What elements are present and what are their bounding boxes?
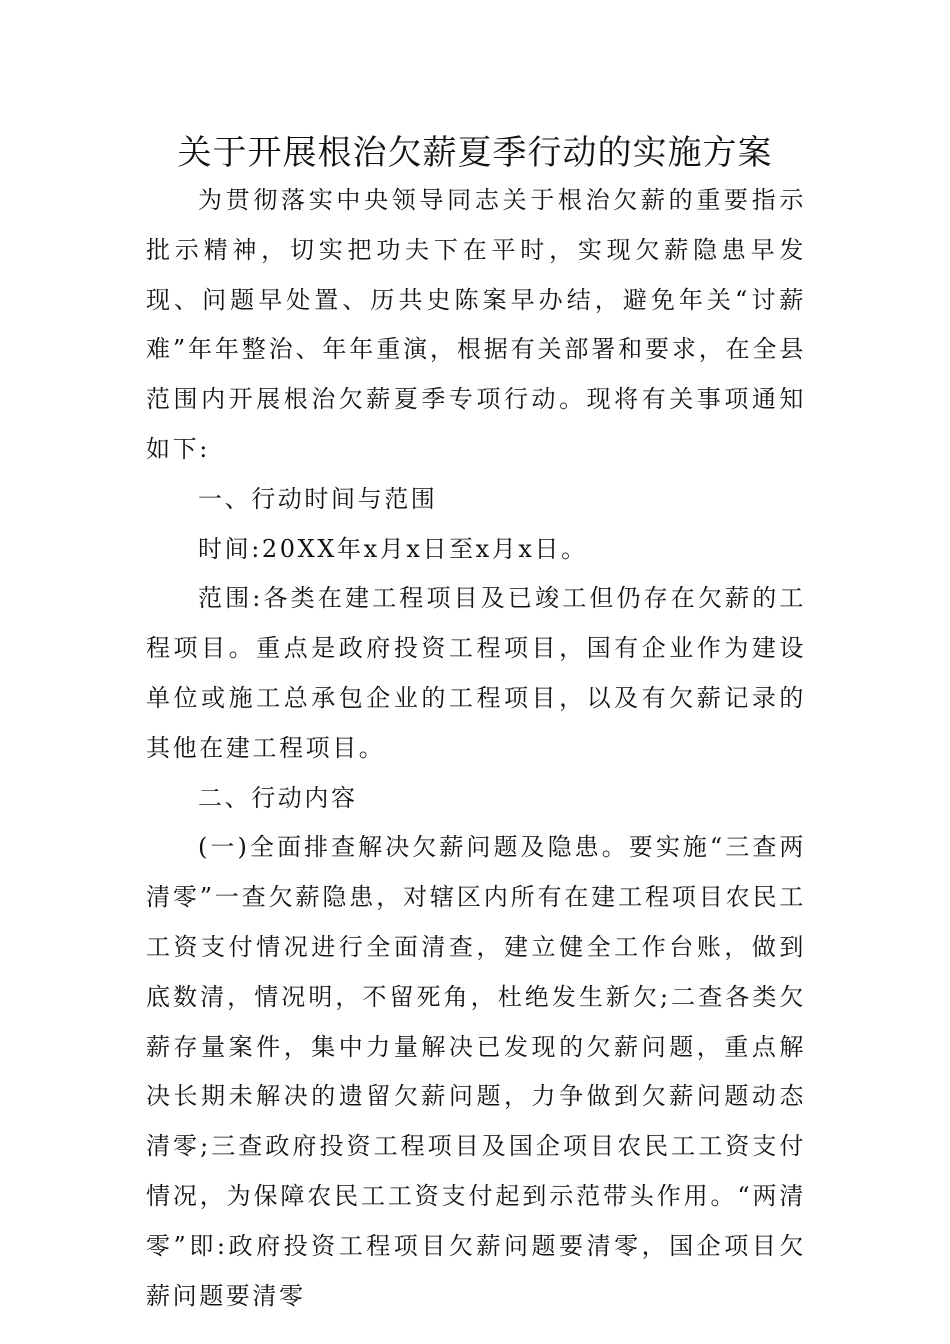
document-body	[146, 176, 806, 1321]
scope-paragraph: 范围:各类在建工程项目及已竣工但仍存在欠薪的工程项目。重点是政府投资工程项目，国有企业作为建设单位或施工总承包企业的工程项目，以及有欠薪记录的其他在建工程项目。	[146, 584, 806, 762]
section-heading-time-scope: 一、行动时间与范围	[198, 484, 438, 513]
section-heading-content: 二、行动内容	[198, 783, 358, 812]
time-paragraph: 时间:20XX年x月x日至x月x日。	[198, 534, 588, 563]
document-title: 关于开展根治欠薪夏季行动的实施方案	[177, 133, 773, 173]
intro-paragraph: 为贯彻落实中央领导同志关于根治欠薪的重要指示批示精神，切实把功夫下在平时，实现欠薪隐患早发现、问题早处置、历共史陈案早办结，避免年关“讨薪难”年年整治、年年重演，根据有关部署和要求，在全县范围内开展根治欠薪夏季专项行动。现将有关事项通知如下:	[146, 186, 806, 463]
content-item-1-paragraph: (一)全面排查解决欠薪问题及隐患。要实施“三查两清零”一查欠薪隐患，对辖区内所有在建工程项目农民工工资支付情况进行全面清查，建立健全工作台账，做到底数清，情况明，不留死角，杜绝发生新欠;二查各类欠薪存量案件，集中力量解决已发现的欠薪问题，重点解决长期未解决的遗留欠薪问题，力争做到欠薪问题动态清零;三查政府投资工程项目及国企项目农民工工资支付情况，为保障农民工工资支付起到示范带头作用。“两清零”即:政府投资工程项目欠薪问题要清零，国企项目欠薪问题要清零	[146, 833, 806, 1310]
